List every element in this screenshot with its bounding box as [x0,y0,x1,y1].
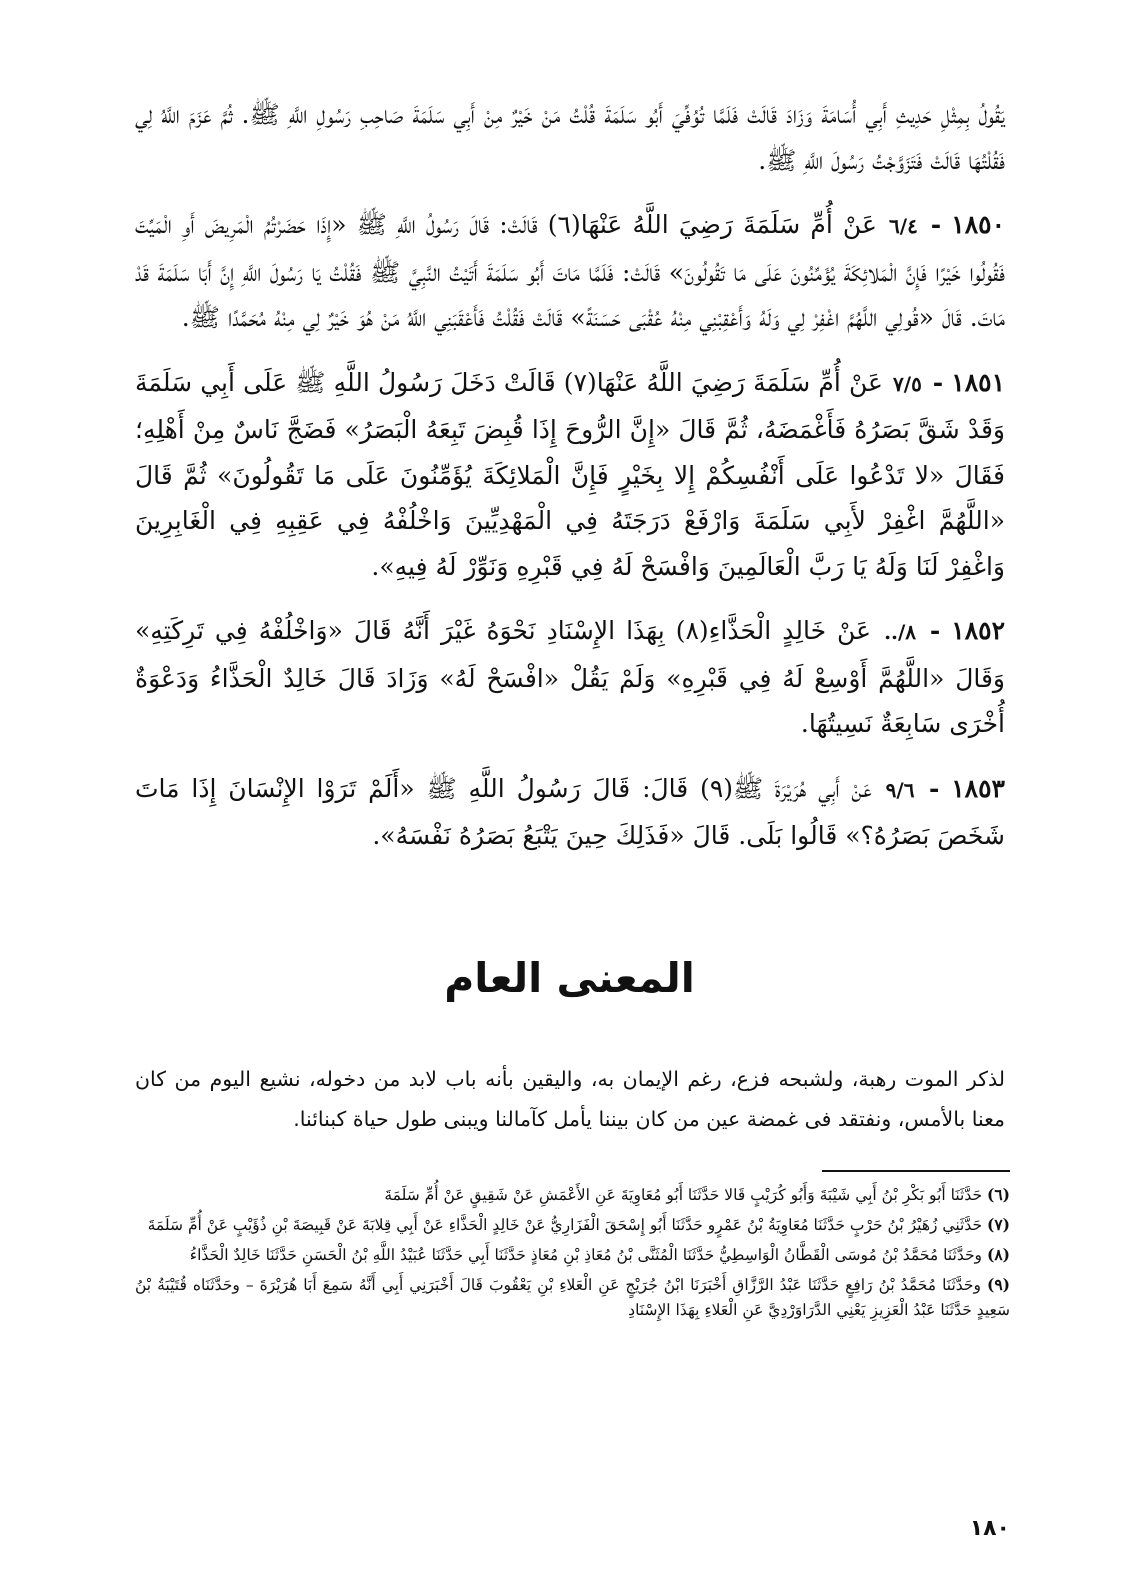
footnote [135,1212,1010,1238]
hadith-text: عَنْ أُمِّ سَلَمَةَ رَضِيَ اللَّهُ عَنْهَا(٦) قَالَتْ: قَالَ رَسُولُ اللَّهِ ﷺ «إِذَا حَضَرْتُمُ الْمَرِيضَ أَوِ الْمَيِّتَ فَقُولُوا خَيْرًا فَإِنَّ الْمَلائِكَةَ يُؤَمِّنُونَ عَلَى مَا تَقُولُونَ» قَالَتْ: فَلَمَّا مَاتَ أَبُو سَلَمَةَ أَتَيْتُ النَّبِيَّ ﷺ فَقُلْتُ يَا رَسُولَ اللَّهِ إِنَّ أَبَا سَلَمَةَ قَدْ مَاتَ. قَالَ «قُولِي اللَّهُمَّ اغْفِرْ لِي وَلَهُ وَأَعْقِبْنِي مِنْهُ عُقْبَى حَسَنَةً» قَالَتْ فَقُلْتُ فَأَعْقَبَنِي اللَّهُ مَنْ هُوَ خَيْرٌ لِي مِنْهُ مُحَمَّدًا ﷺ. [135,210,1005,332]
footnotes [135,1182,1010,1327]
hadith-number: ١٨٥٣ [951,773,1005,803]
hadith-marker: ٨/.. [884,620,917,644]
footnote-number: (٩) [987,1275,1011,1294]
footnote-text: وحَدَّثَنَا مُحَمَّدُ بْنُ رَافِعٍ حَدَّثَنَا عَبْدُ الرَّزَّاقِ أَخْبَرَنَا ابْنُ جُرَيْجٍ عَنِ الْعَلاءِ بْنِ يَعْقُوبَ قَالَ أَخْبَرَنِي أَبِي أَنَّهُ سَمِعَ أَبَا هُرَيْرَةَ – وحَدَّثَنَاه قُتَيْبَةُ بْنُ سَعِيدٍ حَدَّثَنَا عَبْدُ الْعَزِيزِ يَعْنِي الدَّرَاوَرْدِيَّ عَنِ الْعَلاءِ بِهَذَا الإِسْنَادِ [135,1276,1010,1319]
page-number: ١٨٠ [969,1516,1010,1541]
footnote [135,1182,1010,1208]
hadith-marker: ٦/٤ [889,214,918,238]
section-heading: المعنى العام [444,954,695,1002]
hadith-1851: ١٨٥١ - ٧/٥ عَنْ أُمِّ سَلَمَةَ رَضِيَ اللَّهُ عَنْهَا(٧) قَالَتْ دَخَلَ رَسُولُ اللَّهِ ﷺ عَلَى أَبِي سَلَمَةَ وَقَدْ شَقَّ بَصَرُهُ فَأَغْمَضَهُ، ثُمَّ قَالَ «إِنَّ الرُّوحَ إِذَا قُبِضَ تَبِعَهُ الْبَصَرُ» فَضَجَّ نَاسٌ مِنْ أَهْلِهِ؛ فَقَالَ «لا تَدْعُوا عَلَى أَنْفُسِكُمْ إِلا بِخَيْرٍ فَإِنَّ الْمَلائِكَةَ يُؤَمِّنُونَ عَلَى مَا تَقُولُونَ» ثُمَّ قَالَ «اللَّهُمَّ اغْفِرْ لأَبِي سَلَمَةَ وَارْفَعْ دَرَجَتَهُ فِي الْمَهْدِيِّينَ وَاخْلُفْهُ فِي عَقِبِهِ فِي الْغَابِرِينَ وَاغْفِرْ لَنَا وَلَهُ يَا رَبَّ الْعَالَمِينَ وَافْسَحْ لَهُ فِي قَبْرِهِ وَنَوِّرْ لَهُ فِيهِ». [135,367,1005,581]
hadith-text: يَقُولُ بِمِثْلِ حَدِيثِ أَبِي أُسَامَةَ وَزَادَ قَالَتْ فَلَمَّا تُوُفِّيَ أَبُو سَلَمَةَ قُلْتُ مَنْ خَيْرٌ مِنْ أَبِي سَلَمَةَ صَاحِبِ رَسُولِ اللَّهِ ﷺ. ثُمَّ عَزَمَ اللَّهُ لِي فَقُلْتُهَا قَالَتْ فَتَزَوَّجْتُ رَسُولَ اللَّهِ ﷺ. [135,100,1005,175]
footnote [135,1272,1010,1323]
footnote-number: (٧) [986,1215,1010,1234]
hadith-text: عَنْ أُمِّ سَلَمَةَ رَضِيَ اللَّهُ عَنْهَا(٧) قَالَتْ دَخَلَ رَسُولُ اللَّهِ ﷺ عَلَى أَبِي سَلَمَةَ وَقَدْ شَقَّ بَصَرُهُ فَأَغْمَضَهُ، ثُمَّ قَالَ «إِنَّ الرُّوحَ إِذَا قُبِضَ تَبِعَهُ الْبَصَرُ» فَضَجَّ نَاسٌ مِنْ أَهْلِهِ؛ فَقَالَ «لا تَدْعُوا عَلَى أَنْفُسِكُمْ إِلا بِخَيْرٍ فَإِنَّ الْمَلائِكَةَ يُؤَمِّنُونَ عَلَى مَا تَقُولُونَ» ثُمَّ قَالَ «اللَّهُمَّ اغْفِرْ لأَبِي سَلَمَةَ وَارْفَعْ دَرَجَتَهُ فِي الْمَهْدِيِّينَ وَاخْلُفْهُ فِي عَقِبِهِ فِي الْغَابِرِينَ وَاغْفِرْ لَنَا وَلَهُ يَا رَبَّ الْعَالَمِينَ وَافْسَحْ لَهُ فِي قَبْرِهِ وَنَوِّرْ لَهُ فِيهِ». [135,367,1005,581]
footnote-text: حَدَّثَنَا أَبُو بَكْرِ بْنُ أَبِي شَيْبَةَ وَأَبُو كُرَيْبٍ قَالا حَدَّثَنَا أَبُو مُعَاوِيَةَ عَنِ الأَعْمَشِ عَنْ شَقِيقٍ عَنْ أُمِّ سَلَمَةَ [384,1186,983,1204]
hadith-marker: ٧/٥ [893,371,922,396]
summary-paragraph: لذكر الموت رهبة، ولشبحه فزع، رغم الإيمان به، واليقين بأنه باب لابد من دخوله، نشيع اليوم من كان معنا بالأمس، ونفتقد فى غمضة عين من كان بيننا يأمل كآمالنا ويبنى طول حياة كبنائنا. [135,1066,1005,1131]
footnote-divider [822,1170,1010,1172]
hadith-text: عَنْ أَبِي هُرَيْرَةَ ﷺ(٩) قَالَ: قَالَ رَسُولُ اللَّهِ ﷺ «أَلَمْ تَرَوْا الإِنْسَانَ إِذَا مَاتَ شَخَصَ بَصَرُهُ؟» قَالُوا بَلَى. قَالَ «فَذَلِكَ حِينَ يَتْبَعُ بَصَرُهُ نَفْسَهُ». [135,773,1005,850]
hadith-continuation [135,92,1005,183]
footnote-number: (٦) [986,1185,1010,1204]
hadith-number: ١٨٥٠ [951,210,1005,239]
hadith-marker: ٩/٦ [885,777,915,802]
footnote-number: (٨) [986,1245,1010,1264]
hadith-1853: ١٨٥٣ - ٩/٦ عَنْ أَبِي هُرَيْرَةَ ﷺ(٩) قَالَ: قَالَ رَسُولُ اللَّهِ ﷺ «أَلَمْ تَرَوْا الإِنْسَانَ إِذَا مَاتَ شَخَصَ بَصَرُهُ؟» قَالُوا بَلَى. قَالَ «فَذَلِكَ حِينَ يَتْبَعُ بَصَرُهُ نَفْسَهُ». [135,773,1005,850]
hadith-text: عَنْ خَالِدٍ الْحَذَّاءِ(٨) بِهَذَا الإِسْنَادِ نَحْوَهُ غَيْرَ أَنَّهُ قَالَ «وَاخْلُفْهُ فِي تَرِكَتِهِ» وَقَالَ «اللَّهُمَّ أَوْسِعْ لَهُ فِي قَبْرِهِ» وَلَمْ يَقُلْ «افْسَحْ لَهُ» وَزَادَ قَالَ خَالِدٌ الْحَذَّاءُ وَدَعْوَةٌ أُخْرَى سَابِعَةٌ نَسِيتُهَا. [135,616,1005,738]
hadith-1850: ١٨٥٠ - ٦/٤ عَنْ أُمِّ سَلَمَةَ رَضِيَ اللَّهُ عَنْهَا(٦) قَالَتْ: قَالَ رَسُولُ اللَّهِ ﷺ «إِذَا حَضَرْتُمُ الْمَرِيضَ أَوِ الْمَيِّتَ فَقُولُوا خَيْرًا فَإِنَّ الْمَلائِكَةَ يُؤَمِّنُونَ عَلَى مَا تَقُولُونَ» قَالَتْ: فَلَمَّا مَاتَ أَبُو سَلَمَةَ أَتَيْتُ النَّبِيَّ ﷺ فَقُلْتُ يَا رَسُولَ اللَّهِ إِنَّ أَبَا سَلَمَةَ قَدْ مَاتَ. قَالَ «قُولِي اللَّهُمَّ اغْفِرْ لِي وَلَهُ وَأَعْقِبْنِي مِنْهُ عُقْبَى حَسَنَةً» قَالَتْ فَقُلْتُ فَأَعْقَبَنِي اللَّهُ مَنْ هُوَ خَيْرٌ لِي مِنْهُ مُحَمَّدًا ﷺ. [135,210,1005,332]
hadith-number: ١٨٥٢ [951,616,1005,645]
footnote [135,1242,1010,1268]
hadith-1852: ١٨٥٢ - ٨/.. عَنْ خَالِدٍ الْحَذَّاءِ(٨) بِهَذَا الإِسْنَادِ نَحْوَهُ غَيْرَ أَنَّهُ قَالَ «وَاخْلُفْهُ فِي تَرِكَتِهِ» وَقَالَ «اللَّهُمَّ أَوْسِعْ لَهُ فِي قَبْرِهِ» وَلَمْ يَقُلْ «افْسَحْ لَهُ» وَزَادَ قَالَ خَالِدٌ الْحَذَّاءُ وَدَعْوَةٌ أُخْرَى سَابِعَةٌ نَسِيتُهَا. [135,616,1005,738]
hadith-section [135,92,1005,878]
footnote-text: وحَدَّثَنَا مُحَمَّدُ بْنُ مُوسَى الْقَطَّانُ الْوَاسِطِيُّ حَدَّثَنَا الْمُثَنَّى بْنُ مُعَاذِ بْنِ مُعَاذٍ حَدَّثَنَا أَبِي حَدَّثَنَا عُبَيْدُ اللَّهِ بْنُ الْحَسَنِ حَدَّثَنَا خَالِدٌ الْحَذَّاءُ [189,1246,983,1264]
hadith-number: ١٨٥١ [951,367,1005,397]
footnote-text: حَدَّثَنِي زُهَيْرُ بْنُ حَرْبٍ حَدَّثَنَا مُعَاوِيَةُ بْنُ عَمْرٍو حَدَّثَنَا أَبُو إِسْحَقَ الْفَزَارِيُّ عَنْ خَالِدٍ الْحَذَّاءِ عَنْ أَبِي قِلابَةَ عَنْ قَبِيصَةَ بْنِ ذُؤَيْبٍ عَنْ أُمِّ سَلَمَةَ [147,1216,983,1234]
